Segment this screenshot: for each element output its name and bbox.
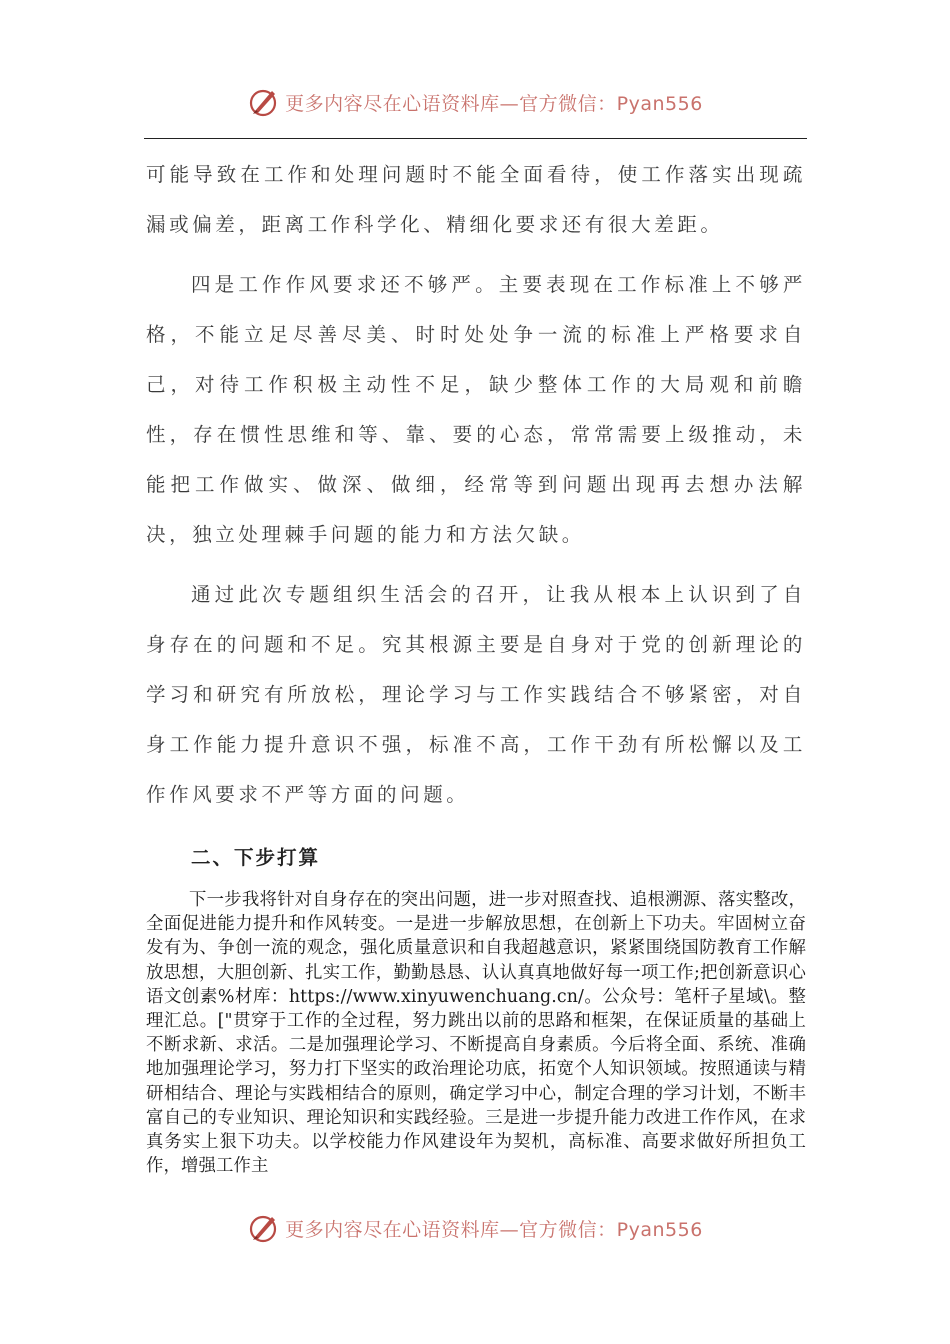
paragraph-work-style: 四是工作作风要求还不够严。主要表现在工作标准上不够严格，不能立足尽善尽美、时时处处争一流的标准上严格要求自己，对待工作积极主动性不足，缺少整体工作的大局观和前瞻性，存在惯性思维和等、靠、要的心态，常常需要上级推动，未能把工作做实、做深、做细，经常等到问题出现再去想办法解决，独立处理棘手问题的能力和方法欠缺。: [146, 273, 806, 546]
paragraph-root-cause: 通过此次专题组织生活会的召开，让我从根本上认识到了自身存在的问题和不足。究其根源主要是自身对于党的创新理论的学习和研究有所放松，理论学习与工作实践结合不够紧密，对自身工作能力提升意识不强，标准不高，工作干劲有所松懈以及工作作风要求不严等方面的问题。: [146, 583, 806, 806]
section-heading: 二、下步打算: [191, 846, 321, 869]
banner-wechat-id: Pyan556: [616, 92, 703, 115]
banner-text: [285, 1215, 703, 1242]
quill-pen-logo-icon: [247, 85, 281, 119]
quill-pen-logo-icon: [247, 1211, 281, 1245]
document-body: [146, 150, 806, 1178]
paragraph-continued: 可能导致在工作和处理问题时不能全面看待，使工作落实出现疏漏或偏差，距离工作科学化、精细化要求还有很大差距。: [146, 163, 806, 236]
header-divider: [144, 138, 807, 139]
banner-wechat-id: Pyan556: [616, 1218, 703, 1241]
banner-slogan: 更多内容尽在心语资料库—官方微信：: [285, 92, 617, 115]
paragraph-next-steps: 下一步我将针对自身存在的突出问题，进一步对照查找、追根溯源、落实整改，全面促进能力提升和作风转变。一是进一步解放思想，在创新上下功夫。牢固树立奋发有为、争创一流的观念，强化质量意识和自我超越意识，紧紧围绕国防教育工作解放思想，大胆创新、扎实工作，勤勤恳恳、认认真真地做好每一项工作;把创新意识心语文创素%材库：https://www.xinyuwenchuang.cn/。公众号：笔杆子星域\。整理汇总。["贯穿于工作的全过程，努力跳出以前的思路和框架，在保证质量的基础上不断求新、求活。二是加强理论学习、不断提高自身素质。今后将全面、系统、准确地加强理论学习，努力打下坚实的政治理论功底，拓宽个人知识领域。按照通读与精研相结合、理论与实践相结合的原则，确定学习中心，制定合理的学习计划，不断丰富自己的专业知识、理论知识和实践经验。三是进一步提升能力改进工作作风，在求真务实上狠下功夫。以学校能力作风建设年为契机，高标准、高要求做好所担负工作，增强工作主: [146, 890, 806, 1177]
banner-text: [285, 89, 703, 116]
header-banner: [0, 82, 950, 122]
banner-slogan: 更多内容尽在心语资料库—官方微信：: [285, 1218, 617, 1241]
footer-banner: [0, 1208, 950, 1248]
